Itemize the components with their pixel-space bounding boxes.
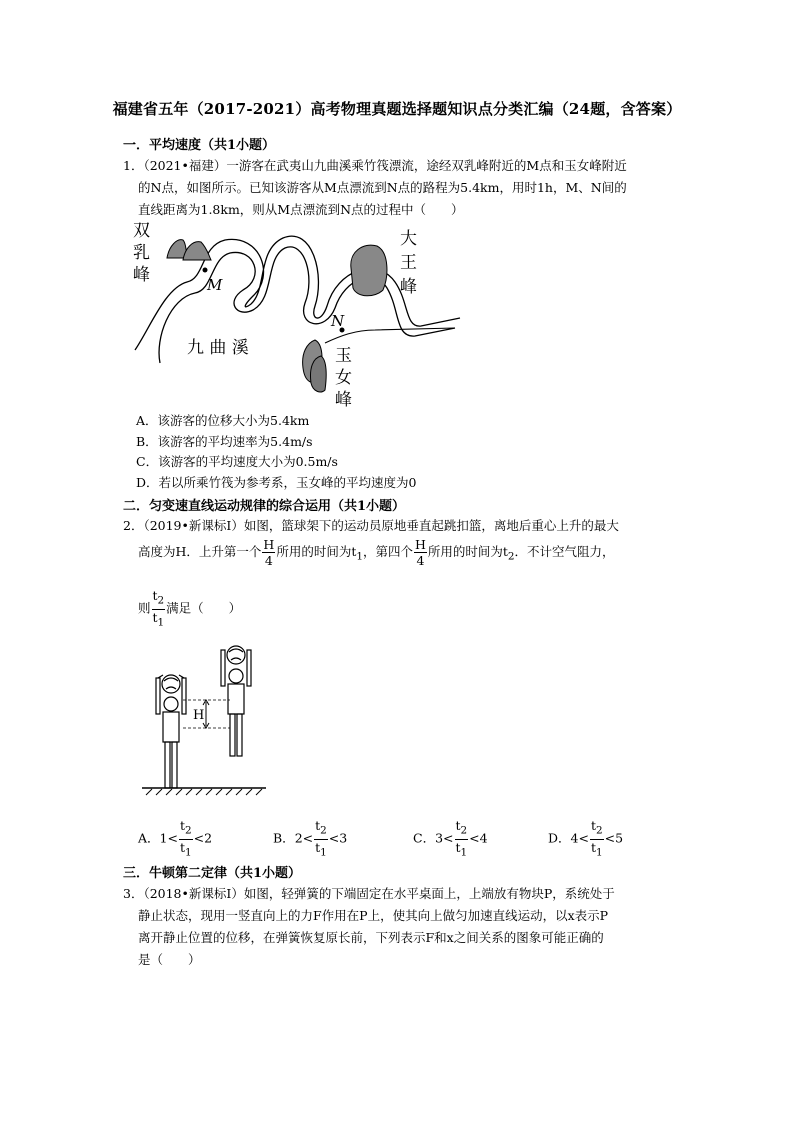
page-title: 福建省五年（2017-2021）高考物理真题选择题知识点分类汇编（24题，含答案） [112, 100, 682, 118]
dawang-peak-rock [351, 245, 387, 296]
section-heading-3: 三．牛顿第二定律（共1小题） [123, 866, 302, 881]
label-yunu-3: 峰 [335, 390, 352, 408]
q1-option-d: D．若以所乘竹筏为参考系，玉女峰的平均速度为0 [136, 475, 417, 490]
subscript-2: 2 [507, 550, 515, 563]
t2-letter: t [152, 588, 158, 603]
q2-line3-b: 满足（ ） [166, 600, 242, 616]
q2-line2-b: 所用的时间为t [276, 544, 357, 559]
q1-option-c: C．该游客的平均速度大小为0.5m/s [136, 454, 338, 469]
q2-line2-d: 所用的时间为t [427, 544, 508, 559]
label-dawang-2: 王 [400, 253, 417, 273]
q2-line-3 [123, 588, 698, 630]
label-jiuquxi: 九 曲 溪 [187, 338, 249, 358]
q2-option-b: B．2< $\frac{t_2}{t_1}$ <3 [273, 818, 348, 858]
t1-sub: 1 [157, 616, 165, 628]
point-m-label: M [207, 276, 223, 294]
label-dawang-1: 大 [400, 229, 417, 249]
section-heading-2: 二．匀变速直线运动规律的综合运用（共1小题） [123, 499, 406, 514]
player-jumping [221, 646, 251, 756]
point-m-marker [203, 268, 208, 273]
player-standing [156, 675, 186, 788]
point-n-label: N [331, 312, 345, 330]
q2-option-c: C．3< $\frac{t_2}{t_1}$ <4 [413, 818, 488, 858]
q2-line-2 [123, 537, 698, 572]
q1-line-2: 的N点，如图所示。已知该游客从M点漂流到N点的路程为5.4km，用时1h，M、N间的 [138, 180, 627, 195]
q3-line-3: 离开静止位置的位移，在弹簧恢复原长前，下列表示F和x之间关系的图象可能正确的 [138, 930, 604, 945]
frac-numerator: H [414, 537, 426, 552]
q2-line-1: 2．（2019•新课标Ⅰ）如图，篮球架下的运动员原地垂直起跳扣篮，离地后重心上升的最大 [123, 518, 619, 533]
label-shuangru-1: 双 [133, 221, 150, 241]
subscript-1: 1 [356, 550, 363, 563]
fraction-h-over-4-fourth [414, 537, 427, 568]
label-shuangru-3: 峰 [133, 265, 150, 285]
river-branch [325, 328, 455, 343]
q2-line3-a: 则 [138, 600, 151, 616]
t1-letter: t [152, 609, 158, 625]
river-map-figure [125, 218, 465, 408]
q1-line-1: 1．（2021•福建）一游客在武夷山九曲溪乘竹筏漂流，途经双乳峰附近的M点和玉女峰附近 [123, 158, 627, 173]
question-1-text [123, 155, 683, 221]
q1-option-a: A．该游客的位移大小为5.4km [136, 413, 310, 428]
basketball-jump-figure [138, 645, 273, 800]
q1-line-3: 直线距离为1.8km，则从M点漂流到N点的过程中（ ） [138, 202, 464, 217]
shuangru-peak-rock [167, 240, 211, 260]
frac-denominator: 4 [264, 553, 273, 568]
fraction-t2-over-t1 [152, 588, 166, 630]
ground-hatch [146, 789, 262, 795]
q2-line2-e: ．不计空气阻力， [514, 544, 615, 559]
q3-line-2: 静止状态，现用一竖直向上的力F作用在P上，使其向上做匀加速直线运动，以x表示P [138, 908, 609, 923]
q2-options-row [138, 818, 698, 860]
q1-option-b: B．该游客的平均速率为5.4m/s [136, 434, 313, 449]
section-heading-1: 一．平均速度（共1小题） [123, 138, 276, 153]
label-yunu-2: 女 [335, 368, 352, 388]
label-shuangru-2: 乳 [133, 243, 150, 263]
t2-sub: 2 [157, 594, 165, 607]
q2-option-a: A．1< $\frac{t_2}{t_1}$ <2 [138, 818, 213, 858]
q3-line-4: 是（ ） [138, 952, 201, 967]
label-dawang-3: 峰 [400, 277, 417, 297]
q2-option-d: D．4< $\frac{t_2}{t_1}$ <5 [548, 818, 624, 858]
height-label: H [193, 708, 205, 723]
q3-line-1: 3．（2018•新课标Ⅰ）如图，轻弹簧的下端固定在水平桌面上，上端放有物块P，系统处于 [123, 886, 615, 901]
frac-numerator: H [263, 537, 275, 552]
question-3-text [123, 883, 683, 971]
q2-line2-c: ，第四个 [362, 544, 413, 559]
frac-denominator: 4 [416, 553, 425, 568]
fraction-h-over-4-first [262, 537, 275, 568]
q2-line2-a: 高度为H．上升第一个 [138, 544, 262, 559]
label-yunu-1: 玉 [335, 346, 352, 366]
